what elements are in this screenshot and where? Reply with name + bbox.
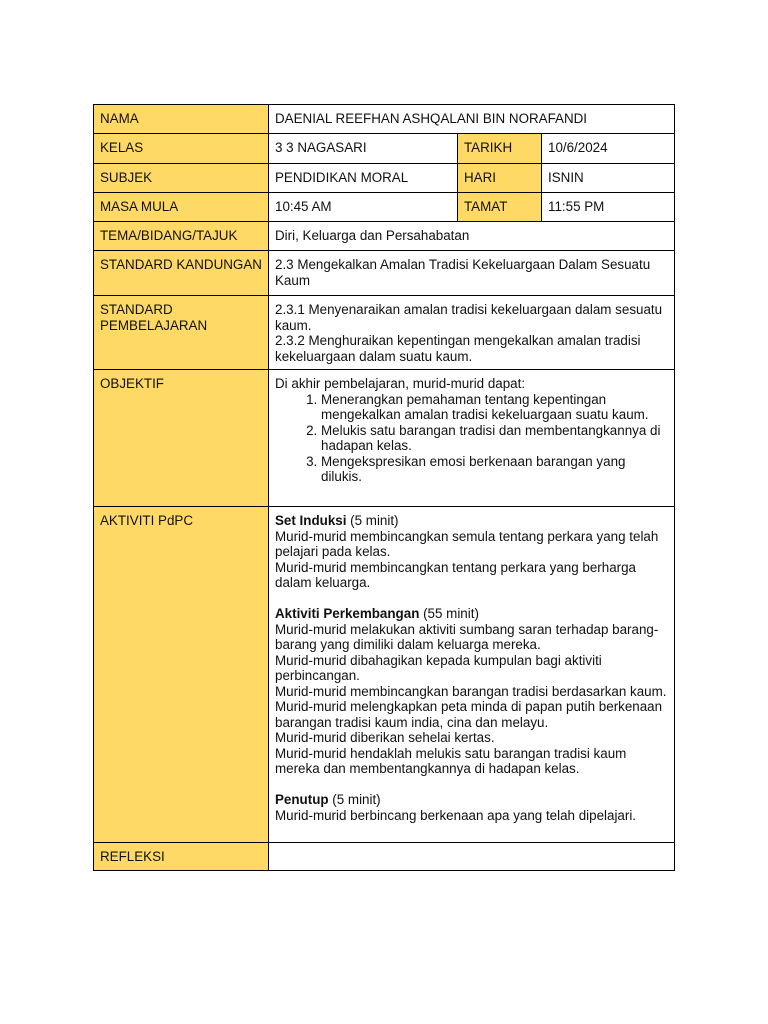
label-standard-pembelajaran: STANDARD PEMBELAJARAN xyxy=(94,296,269,370)
objektif-item: 3. Mengekspresikan emosi berkenaan barangan yang dilukis. xyxy=(321,454,668,485)
value-standard-pembelajaran xyxy=(269,296,675,370)
value-kelas: 3 3 NAGASARI xyxy=(269,134,458,164)
row-masa xyxy=(94,193,675,222)
label-standard-kandungan: STANDARD KANDUNGAN xyxy=(94,251,269,296)
penutup-duration: (5 minit) xyxy=(328,792,381,807)
label-kelas: KELAS xyxy=(94,134,269,164)
row-standard-kandungan xyxy=(94,251,675,296)
perkembangan-heading xyxy=(275,606,668,622)
value-tema: Diri, Keluarga dan Persahabatan xyxy=(269,222,675,251)
objektif-item: 1. Menerangkan pemahaman tentang kepentingan mengekalkan amalan tradisi kekeluargaan suatu kaum. xyxy=(321,392,668,423)
label-subjek: SUBJEK xyxy=(94,164,269,193)
activity-line: Murid-murid melengkapkan peta minda di papan putih berkenaan barangan tradisi kaum india, cina dan melayu. xyxy=(275,699,663,730)
value-standard-kandungan: 2.3 Mengekalkan Amalan Tradisi Kekeluargaan Dalam Sesuatu Kaum xyxy=(269,251,675,296)
penutup-heading xyxy=(275,792,668,808)
value-hari: ISNIN xyxy=(542,164,675,193)
label-hari: HARI xyxy=(458,164,542,193)
value-tamat: 11:55 PM xyxy=(542,193,675,222)
label-tema: TEMA/BIDANG/TAJUK xyxy=(94,222,269,251)
activity-line: Murid-murid hendaklah melukis satu barangan tradisi kaum mereka dan membentangkannya di hadapan kelas. xyxy=(275,745,627,776)
sp-line: 2.3.1 Menyenaraikan amalan tradisi kekeluargaan dalam sesuatu kaum. xyxy=(275,302,663,333)
row-nama xyxy=(94,105,675,134)
perkembangan-duration: (55 minit) xyxy=(419,606,479,621)
value-refleksi xyxy=(269,843,675,871)
activity-line: Murid-murid melakukan aktiviti sumbang saran terhadap barang-barang yang dimiliki dalam keluarga mereka. xyxy=(275,621,659,652)
penutup-title: Penutup xyxy=(275,792,329,807)
set-induksi-duration: (5 minit) xyxy=(346,513,399,528)
value-aktiviti xyxy=(269,507,675,843)
set-induksi-heading xyxy=(275,513,668,529)
value-tarikh: 10/6/2024 xyxy=(542,134,675,164)
row-kelas xyxy=(94,134,675,164)
activity-line: Murid-murid berbincang berkenaan apa yang telah dipelajari. xyxy=(275,807,637,823)
row-refleksi xyxy=(94,843,675,871)
label-nama: NAMA xyxy=(94,105,269,134)
activity-line: Murid-murid diberikan sehelai kertas. xyxy=(275,730,495,745)
set-induksi-title: Set Induksi xyxy=(275,513,347,528)
label-objektif: OBJEKTIF xyxy=(94,370,269,507)
row-objektif xyxy=(94,370,675,507)
label-tarikh: TARIKH xyxy=(458,134,542,164)
activity-line: Murid-murid membincangkan semula tentang perkara yang telah pelajari pada kelas. xyxy=(275,528,659,559)
lesson-plan-table xyxy=(93,104,675,871)
value-nama: DAENIAL REEFHAN ASHQALANI BIN NORAFANDI xyxy=(269,105,675,134)
perkembangan-title: Aktiviti Perkembangan xyxy=(275,606,420,621)
label-tamat: TAMAT xyxy=(458,193,542,222)
row-standard-pembelajaran xyxy=(94,296,675,370)
activity-line: Murid-murid membincangkan tentang perkara yang berharga dalam keluarga. xyxy=(275,559,636,590)
value-subjek: PENDIDIKAN MORAL xyxy=(269,164,458,193)
row-tema xyxy=(94,222,675,251)
label-aktiviti: AKTIVITI PdPC xyxy=(94,507,269,843)
row-subjek xyxy=(94,164,675,193)
value-objektif xyxy=(269,370,675,507)
objektif-intro: Di akhir pembelajaran, murid-murid dapat: xyxy=(275,376,526,391)
objektif-item: 2. Melukis satu barangan tradisi dan membentangkannya di hadapan kelas. xyxy=(321,423,668,454)
activity-line: Murid-murid dibahagikan kepada kumpulan bagi aktiviti perbincangan. xyxy=(275,652,602,683)
label-masa-mula: MASA MULA xyxy=(94,193,269,222)
row-aktiviti xyxy=(94,507,675,843)
objektif-list xyxy=(275,392,668,485)
value-masa-mula: 10:45 AM xyxy=(269,193,458,222)
label-refleksi: REFLEKSI xyxy=(94,843,269,871)
sp-line: 2.3.2 Menghuraikan kepentingan mengekalkan amalan tradisi kekeluargaan dalam suatu kaum. xyxy=(275,333,641,364)
activity-line: Murid-murid membincangkan barangan tradisi berdasarkan kaum. xyxy=(275,683,667,699)
